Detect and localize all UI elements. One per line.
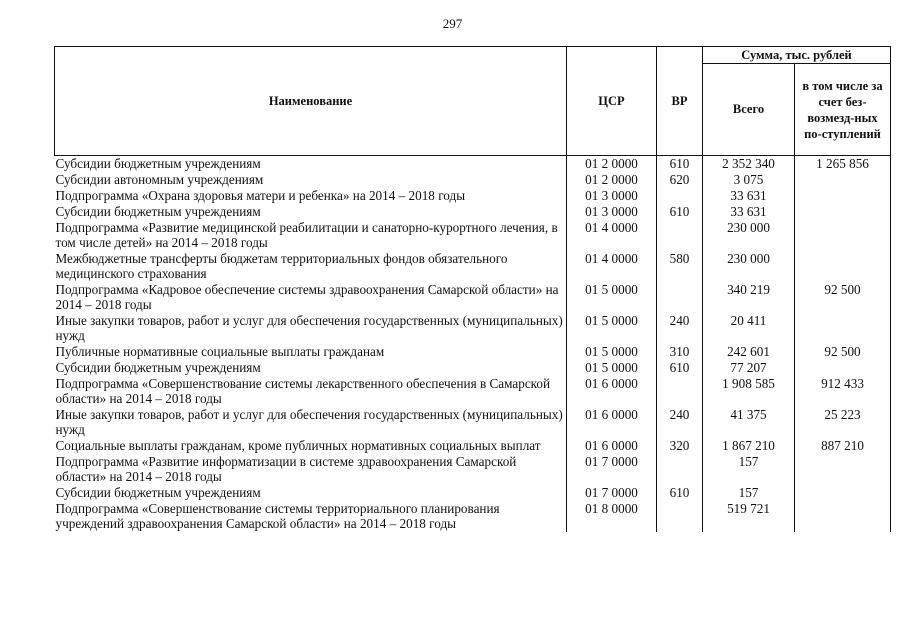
row-gratuitous: 92 500 <box>795 282 891 313</box>
row-total: 519 721 <box>703 501 795 532</box>
row-vr: 320 <box>657 438 703 454</box>
table-body <box>55 156 891 533</box>
table-row <box>55 220 891 251</box>
row-vr: 610 <box>657 360 703 376</box>
table-header <box>55 47 891 156</box>
row-name: Субсидии бюджетным учреждениям <box>55 485 261 500</box>
header-vr: ВР <box>657 47 703 156</box>
row-total: 157 <box>703 485 795 501</box>
row-csr: 01 6 0000 <box>567 438 657 454</box>
row-total: 230 000 <box>703 251 795 282</box>
row-csr: 01 6 0000 <box>567 376 657 407</box>
row-vr: 240 <box>657 407 703 438</box>
row-csr: 01 3 0000 <box>567 188 657 204</box>
row-total: 33 631 <box>703 188 795 204</box>
row-vr: 240 <box>657 313 703 344</box>
table-row <box>55 251 891 282</box>
row-name: Социальные выплаты гражданам, кроме публичных нормативных социальных выплат <box>55 438 541 453</box>
row-gratuitous <box>795 454 891 485</box>
table-row <box>55 438 891 454</box>
row-csr: 01 7 0000 <box>567 485 657 501</box>
row-gratuitous <box>795 501 891 532</box>
page-number: 297 <box>442 16 463 31</box>
row-name: Иные закупки товаров, работ и услуг для обеспечения государственных (муниципальных) нужд <box>55 313 563 343</box>
row-gratuitous <box>795 251 891 282</box>
row-vr: 610 <box>657 156 703 173</box>
row-gratuitous <box>795 204 891 220</box>
table-row <box>55 454 891 485</box>
row-gratuitous: 92 500 <box>795 344 891 360</box>
row-name: Подпрограмма «Охрана здоровья матери и ребенка» на 2014 – 2018 годы <box>55 188 466 203</box>
table-row <box>55 360 891 376</box>
row-gratuitous: 887 210 <box>795 438 891 454</box>
row-name: Подпрограмма «Совершенствование системы лекарственного обеспечения в Самарской области» на 2014 – 2018 годы <box>55 376 551 406</box>
row-gratuitous <box>795 188 891 204</box>
row-total: 242 601 <box>703 344 795 360</box>
row-vr <box>657 282 703 313</box>
table-row <box>55 156 891 173</box>
row-vr: 620 <box>657 172 703 188</box>
row-total: 1 867 210 <box>703 438 795 454</box>
table-row <box>55 485 891 501</box>
row-name: Подпрограмма «Развитие информатизации в системе здравоохранения Самарской области» на 2014 – 2018 годы <box>55 454 517 484</box>
row-total: 3 075 <box>703 172 795 188</box>
row-total: 41 375 <box>703 407 795 438</box>
row-vr <box>657 188 703 204</box>
row-csr: 01 4 0000 <box>567 251 657 282</box>
row-vr: 580 <box>657 251 703 282</box>
table-row <box>55 204 891 220</box>
row-name: Субсидии бюджетным учреждениям <box>55 156 261 171</box>
row-csr: 01 5 0000 <box>567 360 657 376</box>
row-gratuitous <box>795 360 891 376</box>
table-row <box>55 344 891 360</box>
header-name: Наименование <box>55 47 567 156</box>
row-csr: 01 5 0000 <box>567 282 657 313</box>
row-total: 77 207 <box>703 360 795 376</box>
row-total: 157 <box>703 454 795 485</box>
row-vr: 310 <box>657 344 703 360</box>
table-row <box>55 282 891 313</box>
row-name: Субсидии бюджетным учреждениям <box>55 204 261 219</box>
row-name: Подпрограмма «Совершенствование системы территориального планирования учреждений здравоохранения Самарской области» на 2014 – 2018 годы <box>55 501 500 531</box>
table-row <box>55 188 891 204</box>
row-name: Субсидии автономным учреждениям <box>55 172 264 187</box>
row-vr <box>657 376 703 407</box>
budget-table <box>54 46 891 532</box>
row-vr <box>657 454 703 485</box>
row-gratuitous <box>795 172 891 188</box>
header-csr: ЦСР <box>567 47 657 156</box>
header-sum-group: Сумма, тыс. рублей <box>703 47 891 64</box>
table-row <box>55 313 891 344</box>
row-total: 1 908 585 <box>703 376 795 407</box>
row-csr: 01 2 0000 <box>567 156 657 173</box>
row-gratuitous: 912 433 <box>795 376 891 407</box>
row-gratuitous <box>795 485 891 501</box>
table-row <box>55 172 891 188</box>
table-row <box>55 376 891 407</box>
row-gratuitous: 1 265 856 <box>795 156 891 173</box>
row-vr <box>657 220 703 251</box>
row-csr: 01 2 0000 <box>567 172 657 188</box>
row-csr: 01 6 0000 <box>567 407 657 438</box>
row-csr: 01 8 0000 <box>567 501 657 532</box>
header-total: Всего <box>703 64 795 156</box>
row-csr: 01 7 0000 <box>567 454 657 485</box>
row-csr: 01 4 0000 <box>567 220 657 251</box>
row-total: 33 631 <box>703 204 795 220</box>
row-name: Межбюджетные трансферты бюджетам территориальных фондов обязательного медицинского страхования <box>55 251 508 281</box>
table-row <box>55 501 891 532</box>
row-total: 340 219 <box>703 282 795 313</box>
header-including: в том числе за счет без-возмезд-ных по-ступлений <box>795 64 891 156</box>
row-name: Публичные нормативные социальные выплаты гражданам <box>55 344 385 359</box>
row-vr: 610 <box>657 485 703 501</box>
row-name: Подпрограмма «Кадровое обеспечение системы здравоохранения Самарской области» на 2014 – 2018 годы <box>55 282 559 312</box>
row-vr <box>657 501 703 532</box>
row-total: 230 000 <box>703 220 795 251</box>
row-gratuitous <box>795 220 891 251</box>
row-csr: 01 5 0000 <box>567 313 657 344</box>
row-csr: 01 5 0000 <box>567 344 657 360</box>
row-vr: 610 <box>657 204 703 220</box>
row-gratuitous: 25 223 <box>795 407 891 438</box>
row-total: 20 411 <box>703 313 795 344</box>
row-name: Субсидии бюджетным учреждениям <box>55 360 261 375</box>
table-row <box>55 407 891 438</box>
row-name: Иные закупки товаров, работ и услуг для обеспечения государственных (муниципальных) нужд <box>55 407 563 437</box>
row-csr: 01 3 0000 <box>567 204 657 220</box>
row-gratuitous <box>795 313 891 344</box>
row-name: Подпрограмма «Развитие медицинской реабилитации и санаторно-курортного лечения, в том числе детей» на 2014 – 2018 годы <box>55 220 558 250</box>
row-total: 2 352 340 <box>703 156 795 173</box>
